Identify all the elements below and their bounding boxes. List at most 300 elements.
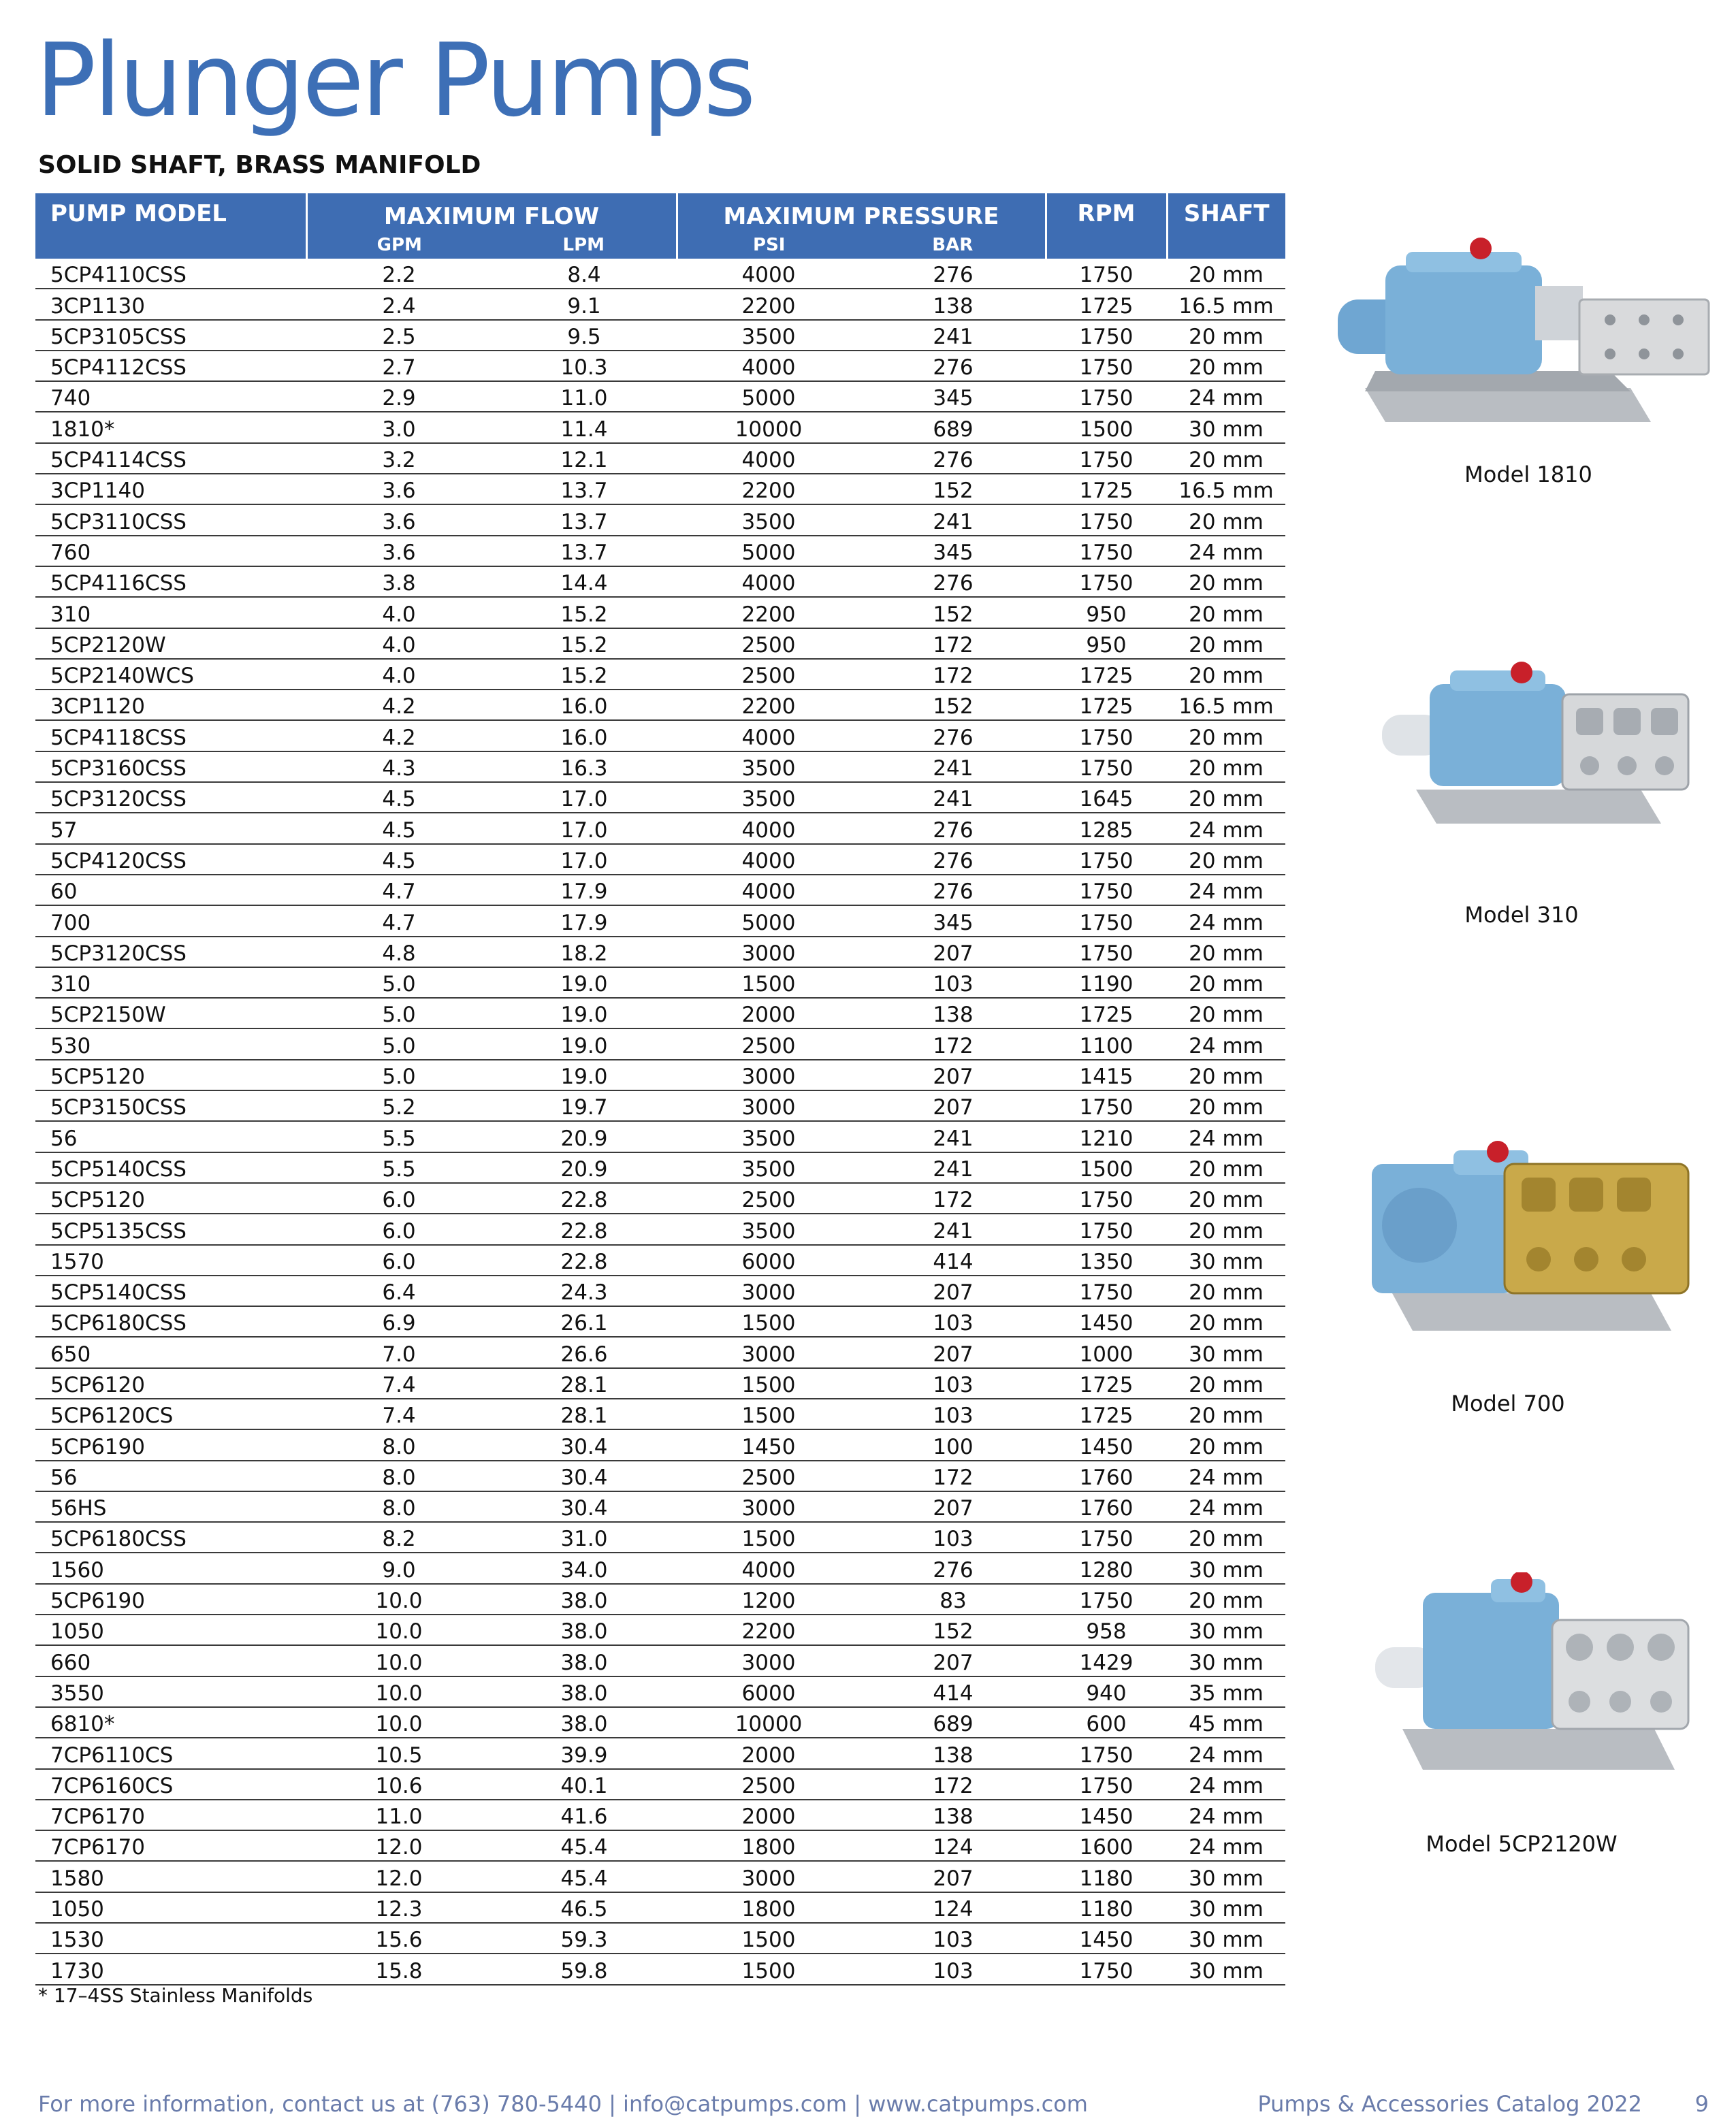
lpm-cell: 11.0 <box>492 381 677 412</box>
rpm-cell: 1725 <box>1046 1399 1167 1429</box>
lpm-cell: 15.2 <box>492 659 677 690</box>
table-row <box>35 1337 1285 1367</box>
gpm-cell: 4.8 <box>306 937 492 967</box>
shaft-cell: 20 mm <box>1167 1214 1285 1244</box>
table-row <box>35 1645 1285 1676</box>
pump-image-1810 <box>1311 225 1719 436</box>
pump-model-cell: 56HS <box>35 1491 306 1522</box>
bar-cell: 152 <box>861 690 1046 720</box>
pump-model-cell: 5CP6190 <box>35 1429 306 1460</box>
lpm-cell: 16.0 <box>492 720 677 751</box>
gpm-cell: 2.2 <box>306 259 492 289</box>
table-row <box>35 967 1285 998</box>
pump-model-cell: 1050 <box>35 1892 306 1923</box>
pump-model-cell: 5CP6120CS <box>35 1399 306 1429</box>
lpm-cell: 13.7 <box>492 536 677 566</box>
gpm-cell: 3.8 <box>306 566 492 597</box>
gpm-cell: 12.3 <box>306 1892 492 1923</box>
pump-model-cell: 5CP5140CSS <box>35 1276 306 1306</box>
gpm-cell: 3.0 <box>306 412 492 442</box>
psi-cell: 4000 <box>677 813 861 843</box>
rpm-cell: 1760 <box>1046 1491 1167 1522</box>
gpm-cell: 10.0 <box>306 1676 492 1707</box>
rpm-cell: 600 <box>1046 1707 1167 1738</box>
lpm-cell: 22.8 <box>492 1245 677 1276</box>
rpm-cell: 1500 <box>1046 412 1167 442</box>
rpm-cell: 1415 <box>1046 1060 1167 1090</box>
rpm-cell: 1500 <box>1046 1152 1167 1183</box>
psi-cell: 1500 <box>677 1923 861 1954</box>
shaft-cell: 20 mm <box>1167 720 1285 751</box>
rpm-cell: 940 <box>1046 1676 1167 1707</box>
shaft-cell: 16.5 mm <box>1167 289 1285 319</box>
bar-cell: 276 <box>861 443 1046 474</box>
rpm-cell: 1725 <box>1046 998 1167 1028</box>
bar-cell: 103 <box>861 1368 1046 1399</box>
rpm-cell: 1750 <box>1046 1183 1167 1214</box>
lpm-cell: 14.4 <box>492 566 677 597</box>
bar-cell: 207 <box>861 1491 1046 1522</box>
gpm-cell: 12.0 <box>306 1830 492 1861</box>
gpm-cell: 10.5 <box>306 1738 492 1768</box>
table-row <box>35 1090 1285 1121</box>
psi-cell: 3000 <box>677 1861 861 1892</box>
table-row <box>35 412 1285 442</box>
shaft-cell: 30 mm <box>1167 1553 1285 1583</box>
psi-cell: 2200 <box>677 1615 861 1645</box>
pump-model-cell: 5CP2140WCS <box>35 659 306 690</box>
lpm-cell: 45.4 <box>492 1830 677 1861</box>
psi-cell: 2200 <box>677 474 861 504</box>
footer-contact: For more information, contact us at (763) 780-5440 | info@catpumps.com | www.catpumps.com <box>38 2091 1088 2117</box>
rpm-cell: 1750 <box>1046 937 1167 967</box>
psi-cell: 2200 <box>677 289 861 319</box>
bar-cell: 241 <box>861 751 1046 782</box>
pump-caption-1810: Model 1810 <box>1464 461 1592 487</box>
table-row <box>35 1121 1285 1152</box>
shaft-cell: 45 mm <box>1167 1707 1285 1738</box>
rpm-cell: 1429 <box>1046 1645 1167 1676</box>
pump-model-cell: 3CP1120 <box>35 690 306 720</box>
pump-model-cell: 700 <box>35 905 306 936</box>
shaft-cell: 20 mm <box>1167 1183 1285 1214</box>
psi-cell: 3000 <box>677 937 861 967</box>
rpm-cell: 1725 <box>1046 690 1167 720</box>
rpm-cell: 1600 <box>1046 1830 1167 1861</box>
pump-model-cell: 5CP3120CSS <box>35 937 306 967</box>
lpm-cell: 15.2 <box>492 597 677 628</box>
shaft-cell: 20 mm <box>1167 1429 1285 1460</box>
shaft-cell: 20 mm <box>1167 628 1285 659</box>
shaft-cell: 20 mm <box>1167 1584 1285 1615</box>
shaft-cell: 30 mm <box>1167 412 1285 442</box>
gpm-cell: 5.2 <box>306 1090 492 1121</box>
rpm-cell: 1285 <box>1046 813 1167 843</box>
shaft-cell: 24 mm <box>1167 1461 1285 1491</box>
pump-model-cell: 3CP1140 <box>35 474 306 504</box>
table-row <box>35 844 1285 875</box>
shaft-cell: 30 mm <box>1167 1615 1285 1645</box>
shaft-cell: 20 mm <box>1167 1060 1285 1090</box>
lpm-cell: 19.0 <box>492 1060 677 1090</box>
table-row <box>35 320 1285 351</box>
table-row <box>35 443 1285 474</box>
rpm-cell: 1750 <box>1046 1954 1167 1984</box>
rpm-cell: 1750 <box>1046 1090 1167 1121</box>
rpm-cell: 1750 <box>1046 320 1167 351</box>
bar-cell: 207 <box>861 1645 1046 1676</box>
lpm-cell: 19.0 <box>492 967 677 998</box>
psi-cell: 3500 <box>677 751 861 782</box>
shaft-cell: 20 mm <box>1167 597 1285 628</box>
rpm-cell: 1750 <box>1046 905 1167 936</box>
table-row <box>35 751 1285 782</box>
lpm-cell: 22.8 <box>492 1183 677 1214</box>
pump-model-cell: 5CP4118CSS <box>35 720 306 751</box>
pump-model-cell: 310 <box>35 967 306 998</box>
table-row <box>35 566 1285 597</box>
bar-cell: 689 <box>861 412 1046 442</box>
bar-cell: 172 <box>861 659 1046 690</box>
footnote: * 17–4SS Stainless Manifolds <box>38 1984 313 2007</box>
rpm-cell: 1750 <box>1046 259 1167 289</box>
page-number: 9 <box>1694 2091 1709 2117</box>
psi-cell: 1800 <box>677 1830 861 1861</box>
shaft-cell: 30 mm <box>1167 1861 1285 1892</box>
psi-cell: 1800 <box>677 1892 861 1923</box>
shaft-cell: 20 mm <box>1167 1368 1285 1399</box>
pump-model-cell: 1570 <box>35 1245 306 1276</box>
table-row <box>35 720 1285 751</box>
gpm-cell: 15.8 <box>306 1954 492 1984</box>
lpm-cell: 46.5 <box>492 1892 677 1923</box>
pump-model-cell: 5CP4114CSS <box>35 443 306 474</box>
bar-cell: 414 <box>861 1676 1046 1707</box>
gpm-cell: 8.0 <box>306 1491 492 1522</box>
psi-cell: 1450 <box>677 1429 861 1460</box>
gpm-cell: 2.5 <box>306 320 492 351</box>
pump-model-cell: 5CP5140CSS <box>35 1152 306 1183</box>
rpm-cell: 1180 <box>1046 1892 1167 1923</box>
lpm-cell: 15.2 <box>492 628 677 659</box>
lpm-cell: 13.7 <box>492 504 677 535</box>
lpm-cell: 19.0 <box>492 1028 677 1059</box>
psi-cell: 4000 <box>677 875 861 905</box>
lpm-cell: 59.3 <box>492 1923 677 1954</box>
gpm-cell: 5.0 <box>306 1060 492 1090</box>
shaft-cell: 24 mm <box>1167 875 1285 905</box>
rpm-cell: 1750 <box>1046 381 1167 412</box>
lpm-cell: 38.0 <box>492 1676 677 1707</box>
rpm-cell: 1750 <box>1046 1276 1167 1306</box>
bar-cell: 276 <box>861 813 1046 843</box>
pump-spec-table <box>35 193 1285 1986</box>
gpm-cell: 4.5 <box>306 813 492 843</box>
shaft-cell: 24 mm <box>1167 1028 1285 1059</box>
table-row <box>35 905 1285 936</box>
gpm-cell: 10.0 <box>306 1707 492 1738</box>
shaft-cell: 20 mm <box>1167 1306 1285 1337</box>
rpm-cell: 1750 <box>1046 536 1167 566</box>
lpm-cell: 10.3 <box>492 351 677 381</box>
psi-cell: 3500 <box>677 320 861 351</box>
bar-cell: 138 <box>861 998 1046 1028</box>
pump-model-cell: 5CP3160CSS <box>35 751 306 782</box>
shaft-cell: 20 mm <box>1167 844 1285 875</box>
lpm-cell: 9.1 <box>492 289 677 319</box>
lpm-cell: 18.2 <box>492 937 677 967</box>
table-row <box>35 1522 1285 1553</box>
bar-cell: 172 <box>861 1183 1046 1214</box>
bar-cell: 172 <box>861 1769 1046 1800</box>
shaft-cell: 20 mm <box>1167 504 1285 535</box>
table-row <box>35 1584 1285 1615</box>
pump-model-cell: 5CP3150CSS <box>35 1090 306 1121</box>
table-row <box>35 937 1285 967</box>
pump-model-cell: 1810* <box>35 412 306 442</box>
shaft-cell: 20 mm <box>1167 1522 1285 1553</box>
pump-model-cell: 5CP5120 <box>35 1183 306 1214</box>
lpm-cell: 38.0 <box>492 1615 677 1645</box>
rpm-cell: 1725 <box>1046 289 1167 319</box>
psi-cell: 3000 <box>677 1337 861 1367</box>
table-row <box>35 504 1285 535</box>
lpm-cell: 24.3 <box>492 1276 677 1306</box>
rpm-cell: 1750 <box>1046 1584 1167 1615</box>
rpm-cell: 1725 <box>1046 474 1167 504</box>
pump-model-cell: 5CP6190 <box>35 1584 306 1615</box>
psi-cell: 2000 <box>677 998 861 1028</box>
psi-cell: 1500 <box>677 1399 861 1429</box>
rpm-cell: 1450 <box>1046 1923 1167 1954</box>
pump-model-cell: 5CP2150W <box>35 998 306 1028</box>
psi-cell: 2500 <box>677 1028 861 1059</box>
bar-cell: 152 <box>861 474 1046 504</box>
bar-cell: 103 <box>861 1399 1046 1429</box>
pump-model-cell: 760 <box>35 536 306 566</box>
bar-cell: 138 <box>861 1738 1046 1768</box>
bar-cell: 138 <box>861 1800 1046 1830</box>
table-row <box>35 1152 1285 1183</box>
bar-cell: 207 <box>861 1337 1046 1367</box>
lpm-cell: 30.4 <box>492 1491 677 1522</box>
shaft-cell: 30 mm <box>1167 1645 1285 1676</box>
shaft-cell: 20 mm <box>1167 443 1285 474</box>
psi-cell: 1500 <box>677 967 861 998</box>
pump-model-cell: 5CP3110CSS <box>35 504 306 535</box>
bar-cell: 207 <box>861 1276 1046 1306</box>
bar-cell: 207 <box>861 1060 1046 1090</box>
gpm-cell: 4.7 <box>306 905 492 936</box>
psi-cell: 6000 <box>677 1676 861 1707</box>
gpm-cell: 5.0 <box>306 998 492 1028</box>
psi-cell: 5000 <box>677 905 861 936</box>
rpm-cell: 1750 <box>1046 351 1167 381</box>
psi-cell: 2500 <box>677 628 861 659</box>
shaft-cell: 24 mm <box>1167 1121 1285 1152</box>
psi-cell: 2500 <box>677 1183 861 1214</box>
bar-cell: 172 <box>861 628 1046 659</box>
rpm-cell: 1750 <box>1046 1738 1167 1768</box>
pump-model-cell: 5CP2120W <box>35 628 306 659</box>
lpm-cell: 45.4 <box>492 1861 677 1892</box>
page-title: Plunger Pumps <box>35 22 754 139</box>
lpm-cell: 17.0 <box>492 782 677 813</box>
pump-model-cell: 530 <box>35 1028 306 1059</box>
psi-cell: 4000 <box>677 720 861 751</box>
gpm-cell: 6.0 <box>306 1214 492 1244</box>
gpm-cell: 4.3 <box>306 751 492 782</box>
pump-model-cell: 5CP3105CSS <box>35 320 306 351</box>
psi-cell: 3500 <box>677 1214 861 1244</box>
gpm-cell: 10.6 <box>306 1769 492 1800</box>
pump-image-700 <box>1351 1137 1705 1341</box>
psi-cell: 3500 <box>677 1121 861 1152</box>
gpm-cell: 2.4 <box>306 289 492 319</box>
lpm-cell: 22.8 <box>492 1214 677 1244</box>
psi-cell: 5000 <box>677 536 861 566</box>
bar-cell: 689 <box>861 1707 1046 1738</box>
pump-model-cell: 1560 <box>35 1553 306 1583</box>
rpm-cell: 1210 <box>1046 1121 1167 1152</box>
rpm-cell: 1750 <box>1046 844 1167 875</box>
table-row <box>35 1368 1285 1399</box>
pump-image-310 <box>1368 653 1702 830</box>
bar-cell: 276 <box>861 1553 1046 1583</box>
bar-cell: 414 <box>861 1245 1046 1276</box>
gpm-cell: 7.4 <box>306 1368 492 1399</box>
gpm-cell: 4.5 <box>306 844 492 875</box>
shaft-cell: 24 mm <box>1167 381 1285 412</box>
bar-cell: 103 <box>861 967 1046 998</box>
lpm-cell: 19.7 <box>492 1090 677 1121</box>
gpm-cell: 9.0 <box>306 1553 492 1583</box>
rpm-cell: 1450 <box>1046 1306 1167 1337</box>
table-row <box>35 782 1285 813</box>
shaft-cell: 16.5 mm <box>1167 474 1285 504</box>
bar-cell: 241 <box>861 320 1046 351</box>
lpm-cell: 12.1 <box>492 443 677 474</box>
table-row <box>35 1461 1285 1491</box>
bar-cell: 103 <box>861 1306 1046 1337</box>
header-psi: PSI <box>677 231 861 259</box>
pump-image-5cp2120w <box>1368 1572 1702 1777</box>
table-row <box>35 628 1285 659</box>
psi-cell: 10000 <box>677 1707 861 1738</box>
bar-cell: 152 <box>861 597 1046 628</box>
pump-model-cell: 5CP6180CSS <box>35 1522 306 1553</box>
psi-cell: 1500 <box>677 1522 861 1553</box>
lpm-cell: 26.1 <box>492 1306 677 1337</box>
bar-cell: 172 <box>861 1461 1046 1491</box>
psi-cell: 2200 <box>677 597 861 628</box>
rpm-cell: 1750 <box>1046 443 1167 474</box>
pump-model-cell: 660 <box>35 1645 306 1676</box>
shaft-cell: 24 mm <box>1167 813 1285 843</box>
table-row <box>35 1553 1285 1583</box>
pump-model-cell: 5CP3120CSS <box>35 782 306 813</box>
bar-cell: 207 <box>861 1090 1046 1121</box>
psi-cell: 3500 <box>677 504 861 535</box>
pump-model-cell: 650 <box>35 1337 306 1367</box>
table-row <box>35 1676 1285 1707</box>
lpm-cell: 11.4 <box>492 412 677 442</box>
shaft-cell: 20 mm <box>1167 1276 1285 1306</box>
bar-cell: 241 <box>861 1152 1046 1183</box>
pump-model-cell: 5CP4120CSS <box>35 844 306 875</box>
psi-cell: 4000 <box>677 566 861 597</box>
pump-model-cell: 56 <box>35 1121 306 1152</box>
shaft-cell: 24 mm <box>1167 1830 1285 1861</box>
bar-cell: 345 <box>861 536 1046 566</box>
shaft-cell: 35 mm <box>1167 1676 1285 1707</box>
table-row <box>35 1214 1285 1244</box>
psi-cell: 3000 <box>677 1645 861 1676</box>
shaft-cell: 24 mm <box>1167 1769 1285 1800</box>
rpm-cell: 958 <box>1046 1615 1167 1645</box>
table-row <box>35 1399 1285 1429</box>
table-row <box>35 351 1285 381</box>
shaft-cell: 24 mm <box>1167 1491 1285 1522</box>
rpm-cell: 1750 <box>1046 751 1167 782</box>
table-row <box>35 1306 1285 1337</box>
shaft-cell: 30 mm <box>1167 1245 1285 1276</box>
bar-cell: 124 <box>861 1830 1046 1861</box>
bar-cell: 276 <box>861 566 1046 597</box>
lpm-cell: 39.9 <box>492 1738 677 1768</box>
shaft-cell: 16.5 mm <box>1167 690 1285 720</box>
rpm-cell: 950 <box>1046 597 1167 628</box>
pump-model-cell: 57 <box>35 813 306 843</box>
pump-caption-310: Model 310 <box>1464 902 1579 928</box>
shaft-cell: 20 mm <box>1167 1090 1285 1121</box>
rpm-cell: 1750 <box>1046 1769 1167 1800</box>
lpm-cell: 38.0 <box>492 1707 677 1738</box>
shaft-cell: 24 mm <box>1167 905 1285 936</box>
gpm-cell: 2.9 <box>306 381 492 412</box>
table-row <box>35 1769 1285 1800</box>
table-row <box>35 998 1285 1028</box>
rpm-cell: 1760 <box>1046 1461 1167 1491</box>
table-row <box>35 1245 1285 1276</box>
rpm-cell: 1280 <box>1046 1553 1167 1583</box>
pump-model-cell: 310 <box>35 597 306 628</box>
gpm-cell: 8.0 <box>306 1429 492 1460</box>
pump-model-cell: 5CP6120 <box>35 1368 306 1399</box>
gpm-cell: 10.0 <box>306 1584 492 1615</box>
table-row <box>35 1615 1285 1645</box>
bar-cell: 103 <box>861 1522 1046 1553</box>
pump-model-cell: 3550 <box>35 1676 306 1707</box>
psi-cell: 3000 <box>677 1090 861 1121</box>
psi-cell: 1200 <box>677 1584 861 1615</box>
lpm-cell: 9.5 <box>492 320 677 351</box>
shaft-cell: 30 mm <box>1167 1892 1285 1923</box>
lpm-cell: 17.9 <box>492 905 677 936</box>
psi-cell: 3000 <box>677 1060 861 1090</box>
shaft-cell: 24 mm <box>1167 1738 1285 1768</box>
lpm-cell: 41.6 <box>492 1800 677 1830</box>
rpm-cell: 1100 <box>1046 1028 1167 1059</box>
rpm-cell: 1190 <box>1046 967 1167 998</box>
table-row <box>35 474 1285 504</box>
pump-caption-5cp2120w: Model 5CP2120W <box>1426 1831 1618 1857</box>
psi-cell: 2500 <box>677 1769 861 1800</box>
lpm-cell: 28.1 <box>492 1368 677 1399</box>
pump-model-cell: 1530 <box>35 1923 306 1954</box>
shaft-cell: 30 mm <box>1167 1954 1285 1984</box>
header-maximum-flow: MAXIMUM FLOW <box>306 193 677 231</box>
